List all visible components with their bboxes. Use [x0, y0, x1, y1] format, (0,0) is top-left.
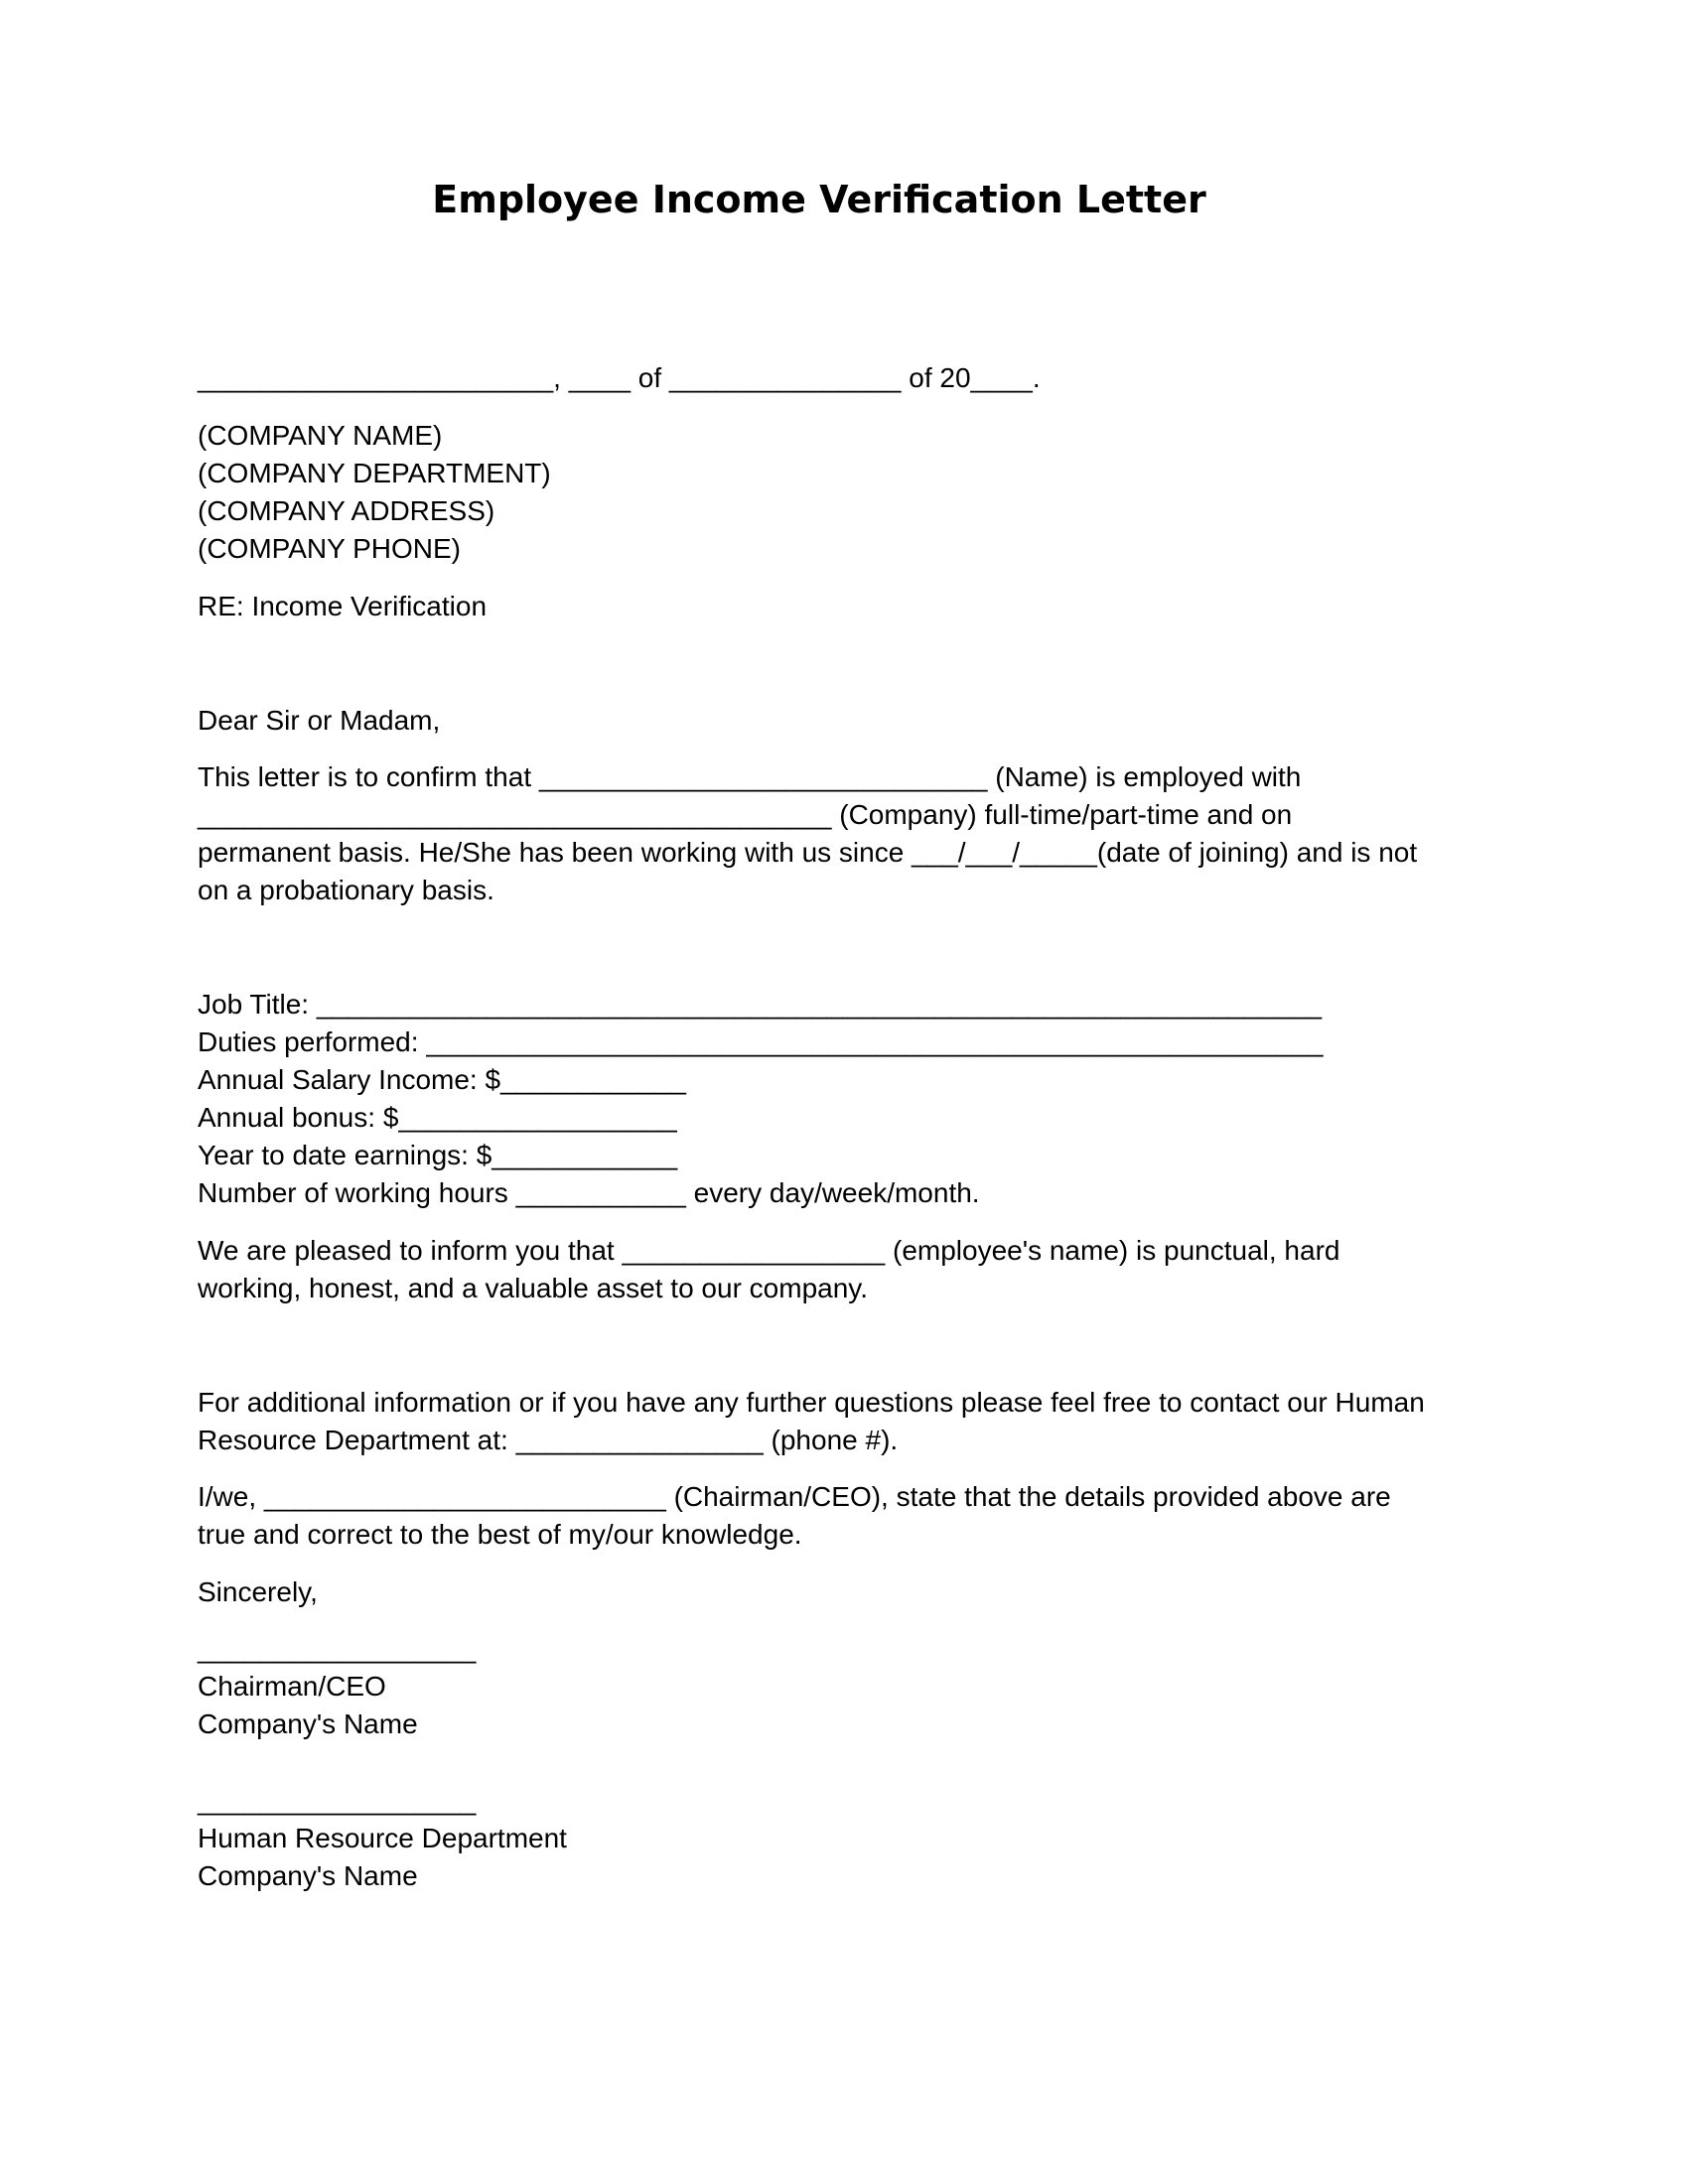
signature-role-hr: Human Resource Department: [198, 1823, 567, 1853]
confirmation-line-2: _________________________________________ (Company) full-time/part-time and on: [198, 799, 1293, 830]
subject-line: RE: Income Verification: [198, 591, 488, 621]
declaration-line-2: true and correct to the best of my/our knowledge.: [198, 1519, 802, 1550]
confirmation-line-1: This letter is to confirm that _____________________________ (Name) is employed with: [198, 761, 1302, 792]
salutation: Dear Sir or Madam,: [198, 705, 441, 736]
detail-job-title: Job Title: _________________________________________________________________: [198, 989, 1323, 1020]
company-name: (COMPANY NAME): [198, 420, 443, 451]
detail-annual-salary: Annual Salary Income: $____________: [198, 1064, 686, 1095]
character-line-2: working, honest, and a valuable asset to our company.: [198, 1273, 868, 1303]
closing: Sincerely,: [198, 1576, 318, 1607]
detail-duties: Duties performed: __________________________________________________________: [198, 1026, 1324, 1057]
contact-line-1: For additional information or if you have any further questions please feel free to contact our Human: [198, 1387, 1425, 1418]
character-line-1: We are pleased to inform you that _________________ (employee's name) is punctual, hard: [198, 1235, 1340, 1266]
signature-line-hr: __________________: [198, 1785, 477, 1816]
signature-line-ceo: __________________: [198, 1633, 477, 1664]
detail-annual-bonus: Annual bonus: $__________________: [198, 1102, 677, 1133]
declaration-line-1: I/we, __________________________ (Chairman/CEO), state that the details provided above are: [198, 1481, 1391, 1512]
signature-company-ceo: Company's Name: [198, 1708, 418, 1739]
date-line: _______________________, ____ of _______________ of 20____.: [198, 362, 1041, 393]
company-phone: (COMPANY PHONE): [198, 533, 461, 564]
company-department: (COMPANY DEPARTMENT): [198, 458, 551, 488]
signature-role-ceo: Chairman/CEO: [198, 1671, 386, 1702]
confirmation-line-3: permanent basis. He/She has been working with us since ___/___/_____(date of joining) and is not: [198, 837, 1418, 868]
contact-line-2: Resource Department at: ________________ (phone #).: [198, 1425, 899, 1455]
confirmation-line-4: on a probationary basis.: [198, 875, 494, 905]
document-title: Employee Income Verification Letter: [432, 178, 1206, 221]
detail-ytd-earnings: Year to date earnings: $____________: [198, 1140, 678, 1170]
detail-working-hours: Number of working hours ___________ every day/week/month.: [198, 1177, 980, 1208]
signature-company-hr: Company's Name: [198, 1860, 418, 1891]
company-address: (COMPANY ADDRESS): [198, 495, 495, 526]
